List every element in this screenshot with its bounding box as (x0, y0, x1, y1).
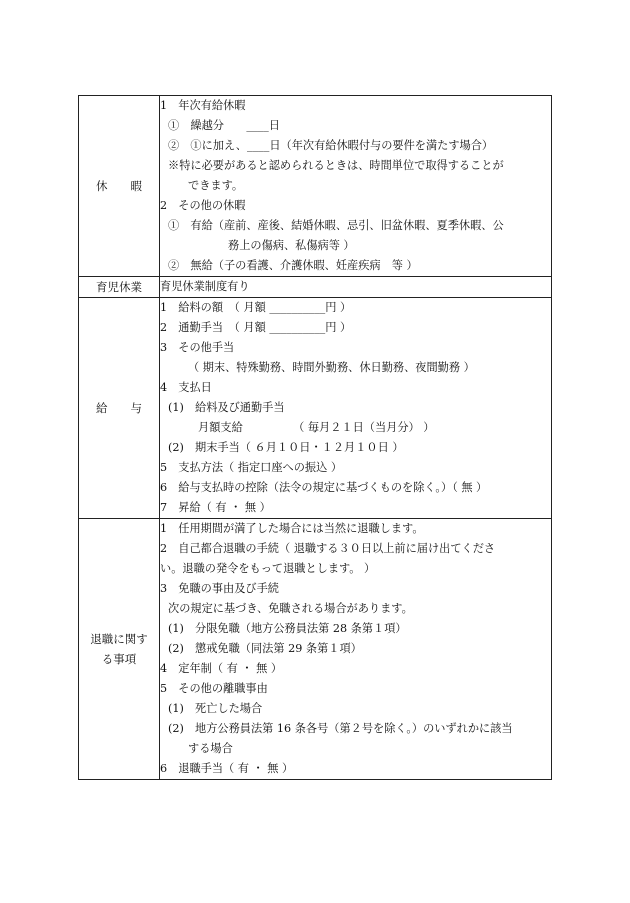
list-item: (1) 給料及び通勤手当 (168, 401, 285, 414)
row-label-line: 退職に関す (90, 632, 148, 646)
list-item: ① 繰越分 ____日 (168, 119, 280, 132)
list-item: 5 その他の離職事由 (160, 682, 268, 695)
list-item: 3 その他手当 (160, 341, 235, 354)
list-item: ② ①に加え、____日（年次有給休暇付与の要件を満たす場合） (168, 139, 494, 152)
list-item: (1) 死亡した場合 (168, 702, 263, 715)
list-item: 1 任用期間が満了した場合には当然に退職します。 (160, 522, 424, 535)
list-item: 次の規定に基づき、免職される場合があります。 (168, 602, 413, 615)
list-item: 6 給与支払時の控除（法令の規定に基づくものを除く。）（ 無 ） (160, 481, 488, 494)
employment-terms-table (78, 95, 552, 780)
list-item: 務上の傷病、私傷病等 ） (228, 239, 355, 252)
list-item: 2 自己都合退職の手続（ 退職する３０日以上前に届け出てくださ (160, 542, 496, 555)
row-content-childcare (160, 277, 552, 298)
row-content-retirement (160, 519, 552, 780)
list-item: 6 退職手当（ 有 ・ 無 ） (160, 762, 294, 775)
list-item: (2) 地方公務員法第 16 条各号（第２号を除く。）のいずれかに該当 (168, 722, 513, 735)
list-item: (2) 懲戒免職（同法第 29 条第１項） (168, 642, 362, 655)
list-item: ※特に必要があると認められるときは、時間単位で取得することが (168, 159, 504, 172)
row-label-retirement (79, 519, 160, 780)
row-content-leave (160, 96, 552, 277)
table-row-salary (79, 298, 552, 519)
list-item: 3 免職の事由及び手続 (160, 582, 279, 595)
list-item: できます。 (188, 179, 244, 192)
list-item: する場合 (188, 742, 233, 755)
row-label-salary: 給 与 (79, 298, 160, 519)
list-item: (1) 分限免職（地方公務員法第 28 条第１項） (168, 622, 407, 635)
row-label-childcare: 育児休業 (79, 277, 160, 298)
list-item: ① 有給（産前、産後、結婚休暇、忌引、旧盆休暇、夏季休暇、公 (168, 219, 504, 232)
table-row-retirement (79, 519, 552, 780)
table-row-leave (79, 96, 552, 277)
list-item: 1 年次有給休暇 (160, 99, 246, 112)
list-item: (2) 期末手当（ ６月１０日・１２月１０日 ） (168, 441, 404, 454)
row-label-line: る事項 (101, 652, 137, 666)
list-item: 7 昇給（ 有 ・ 無 ） (160, 501, 271, 514)
list-item: 2 その他の休暇 (160, 199, 246, 212)
table-row-childcare (79, 277, 552, 298)
list-item: 月額支給 （ 毎月２１日（当月分） ） (198, 421, 435, 434)
list-item: （ 期末、特殊勤務、時間外勤務、休日勤務、夜間勤務 ） (188, 361, 475, 374)
list-item: 2 通勤手当 （ 月額 __________円 ） (160, 321, 352, 334)
list-item: 4 支払日 (160, 381, 212, 394)
list-item: 1 給料の額 （ 月額 __________円 ） (160, 301, 352, 314)
list-item: 5 支払方法（ 指定口座への振込 ） (160, 461, 343, 474)
list-item: 育児休業制度有り (160, 280, 250, 293)
list-item: 4 定年制（ 有 ・ 無 ） (160, 662, 283, 675)
row-content-salary (160, 298, 552, 519)
row-label-leave: 休 暇 (79, 96, 160, 277)
list-item: い。退職の発令をもって退職とします。 ） (160, 562, 376, 575)
list-item: ② 無給（子の看護、介護休暇、妊産疾病 等 ） (168, 259, 418, 272)
